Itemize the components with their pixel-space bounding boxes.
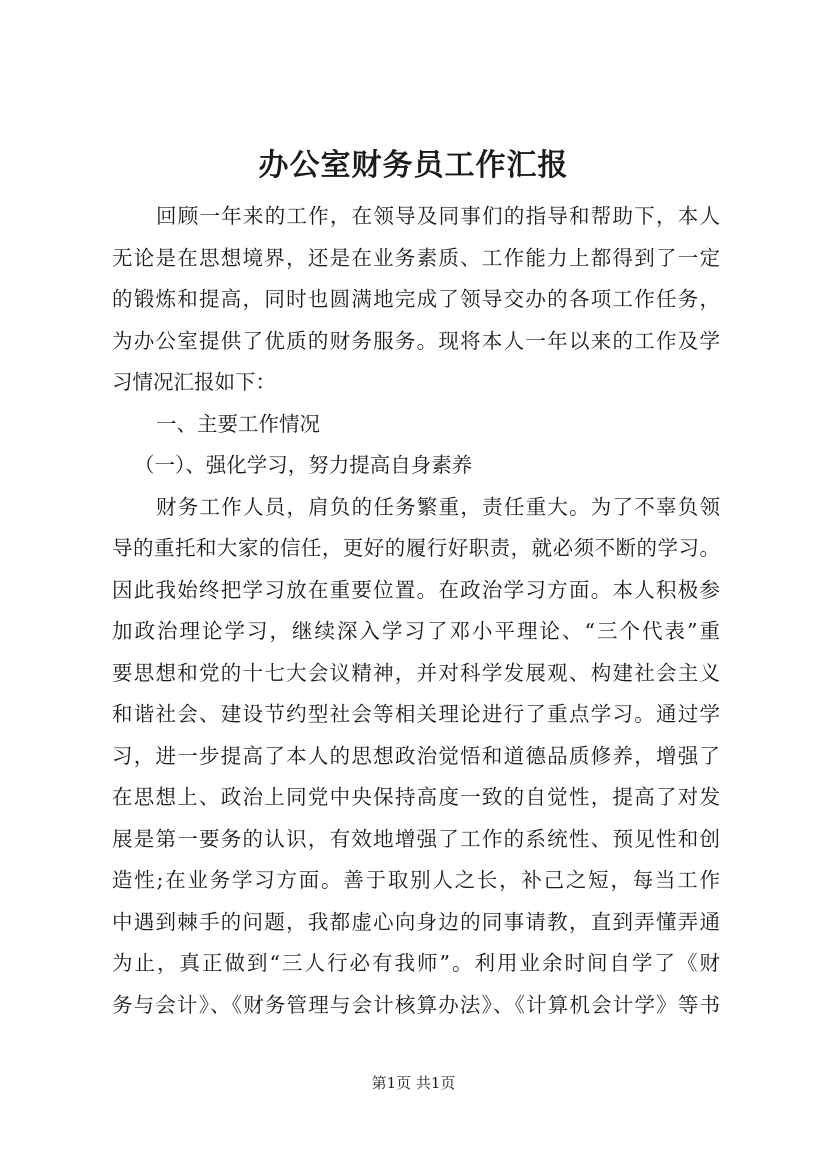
paragraph-line: 为止，真正做到“三人行必有我师”。利用业余时间自学了《财: [112, 951, 720, 975]
paragraph-line: 回顾一年来的工作，在领导及同事们的指导和帮助下，本人: [156, 204, 720, 228]
paragraph-line: 财务工作人员，肩负的任务繁重，责任重大。为了不辜负领: [156, 494, 720, 519]
paragraph-line: 导的重托和大家的信任，更好的履行好职责，就必须不断的学习。: [112, 536, 720, 560]
paragraph-line: 在思想上、政治上同党中央保持高度一致的自觉性，提高了对发: [112, 785, 720, 809]
paragraph-line: 的锻炼和提高，同时也圆满地完成了领导交办的各项工作任务，: [112, 287, 720, 311]
paragraph-line: 为办公室提供了优质的财务服务。现将本人一年以来的工作及学: [112, 328, 720, 353]
paragraph-line: 一、主要工作情况: [156, 411, 320, 436]
paragraph-line: 造性;在业务学习方面。善于取别人之长，补己之短，每当工作: [112, 868, 720, 892]
paragraph-line: 因此我始终把学习放在重要位置。在政治学习方面。本人积极参: [112, 577, 720, 602]
page-footer: 第1页 共1页: [371, 1074, 456, 1092]
paragraph-line: 展是第一要务的认识，有效地增强了工作的系统性、预见性和创: [112, 826, 720, 851]
paragraph-line: 要思想和党的十七大会议精神，并对科学发展观、构建社会主义: [112, 660, 720, 685]
paragraph-line: 加政治理论学习，继续深入学习了邓小平理论、“三个代表”重: [112, 619, 720, 643]
document-body: [112, 196, 720, 1026]
paragraph-line: 无论是在思想境界，还是在业务素质、工作能力上都得到了一定: [112, 245, 720, 270]
paragraph-line: （一）、强化学习，努力提高自身素养: [134, 453, 473, 477]
paragraph-line: 习情况汇报如下：: [112, 370, 276, 394]
paragraph-line: 和谐社会、建设节约型社会等相关理论进行了重点学习。通过学: [112, 702, 720, 726]
paragraph-line: 务与会计》、《财务管理与会计核算办法》、《计算机会计学》等书: [112, 992, 720, 1017]
paragraph-line: 习，进一步提高了本人的思想政治觉悟和道德品质修养，增强了: [112, 743, 720, 768]
document-title: 办公室财务员工作汇报: [258, 148, 569, 183]
paragraph-line: 中遇到棘手的问题，我都虚心向身边的同事请教，直到弄懂弄通: [112, 909, 720, 934]
